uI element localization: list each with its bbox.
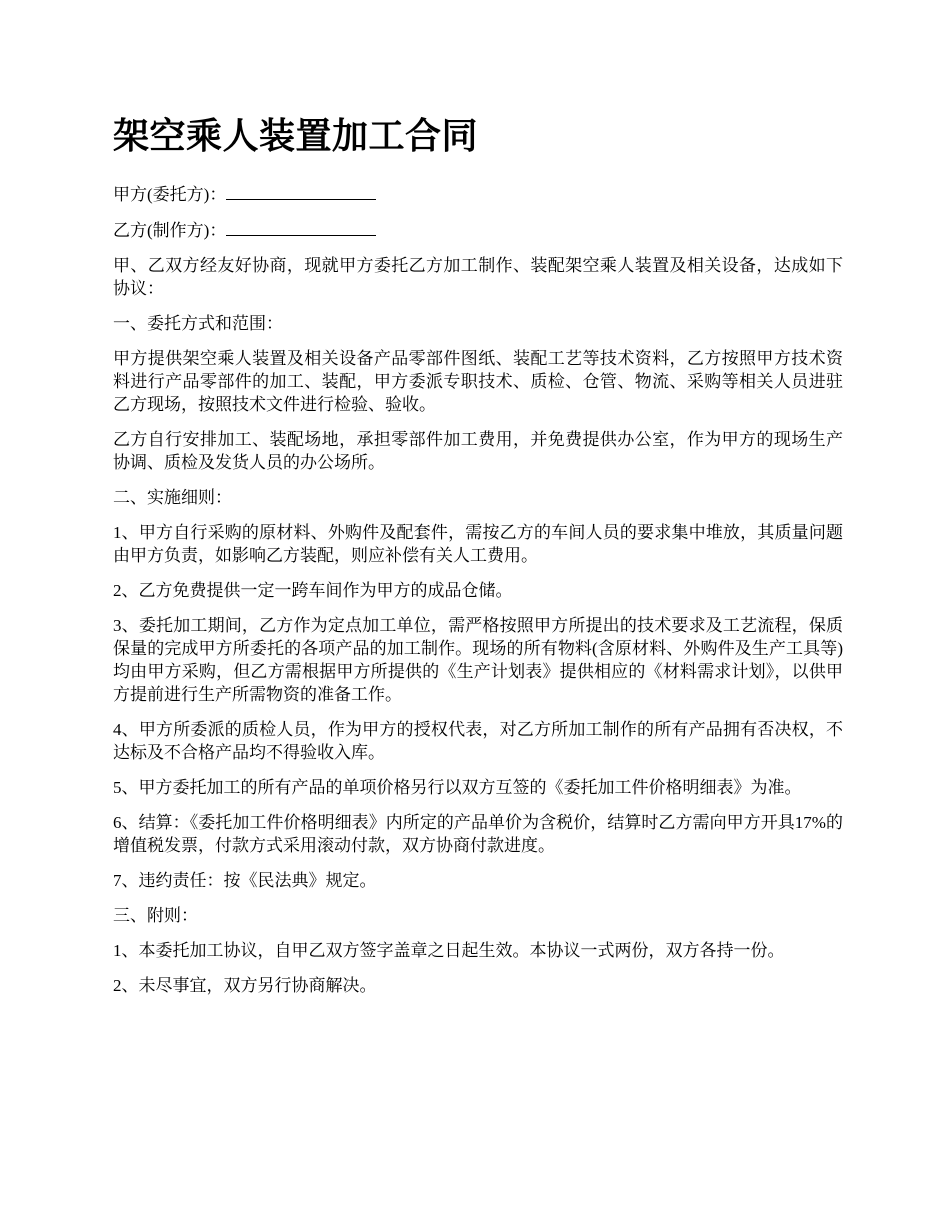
document-title: 架空乘人装置加工合同 [113,116,479,156]
detail-clause-3: 3、委托加工期间，乙方作为定点加工单位，需严格按照甲方所提出的技术要求及工艺流程，保质保量的完成甲方所委托的各项产品的加工制作。现场的所有物料(含原材料、外购件及生产工具等)均由甲方采购，但乙方需根据甲方所提供的《生产计划表》提供相应的《材料需求计划》，以供甲方提前进行生产所需物资的准备工作。 [113,616,843,704]
section-heading-appendix: 三、附则： [113,906,198,925]
party-a-line [113,182,843,206]
intro-paragraph: 甲、乙双方经友好协商，现就甲方委托乙方加工制作、装配架空乘人装置及相关设备，达成如下协议： [113,256,843,298]
detail-clause-5: 5、甲方委托加工的所有产品的单项价格另行以双方互签的《委托加工件价格明细表》为准。 [113,778,802,797]
section-heading-details: 二、实施细则： [113,488,232,507]
party-b-line [113,218,843,242]
detail-clause-6: 6、结算：《委托加工件价格明细表》内所定的产品单价为含税价，结算时乙方需向甲方开具17%的增值税发票，付款方式采用滚动付款，双方协商付款进度。 [113,813,843,855]
section-heading-scope: 一、委托方式和范围： [113,314,283,333]
party-a-label: 甲方(委托方)： [113,185,227,204]
contract-page [113,112,843,1009]
appendix-clause-2: 2、未尽事宜，双方另行协商解决。 [113,976,377,995]
party-a-blank [226,182,376,200]
appendix-clause-1: 1、本委托加工协议，自甲乙双方签字盖章之日起生效。本协议一式两份，双方各持一份。 [113,941,785,960]
scope-paragraph-2: 乙方自行安排加工、装配场地，承担零部件加工费用，并免费提供办公室，作为甲方的现场生产协调、质检及发货人员的办公场所。 [113,430,843,472]
party-b-label: 乙方(制作方)： [113,221,227,240]
detail-clause-4: 4、甲方所委派的质检人员，作为甲方的授权代表，对乙方所加工制作的所有产品拥有否决权，不达标及不合格产品均不得验收入库。 [113,720,843,762]
detail-clause-7: 7、违约责任：按《民法典》规定。 [113,871,377,890]
party-b-blank [226,218,376,236]
detail-clause-1: 1、甲方自行采购的原材料、外购件及配套件，需按乙方的车间人员的要求集中堆放，其质量问题由甲方负责，如影响乙方装配，则应补偿有关人工费用。 [113,523,843,565]
detail-clause-2: 2、乙方免费提供一定一跨车间作为甲方的成品仓储。 [113,581,513,600]
scope-paragraph-1: 甲方提供架空乘人装置及相关设备产品零部件图纸、装配工艺等技术资料，乙方按照甲方技术资料进行产品零部件的加工、装配，甲方委派专职技术、质检、仓管、物流、采购等相关人员进驻乙方现场，按照技术文件进行检验、验收。 [113,349,843,414]
